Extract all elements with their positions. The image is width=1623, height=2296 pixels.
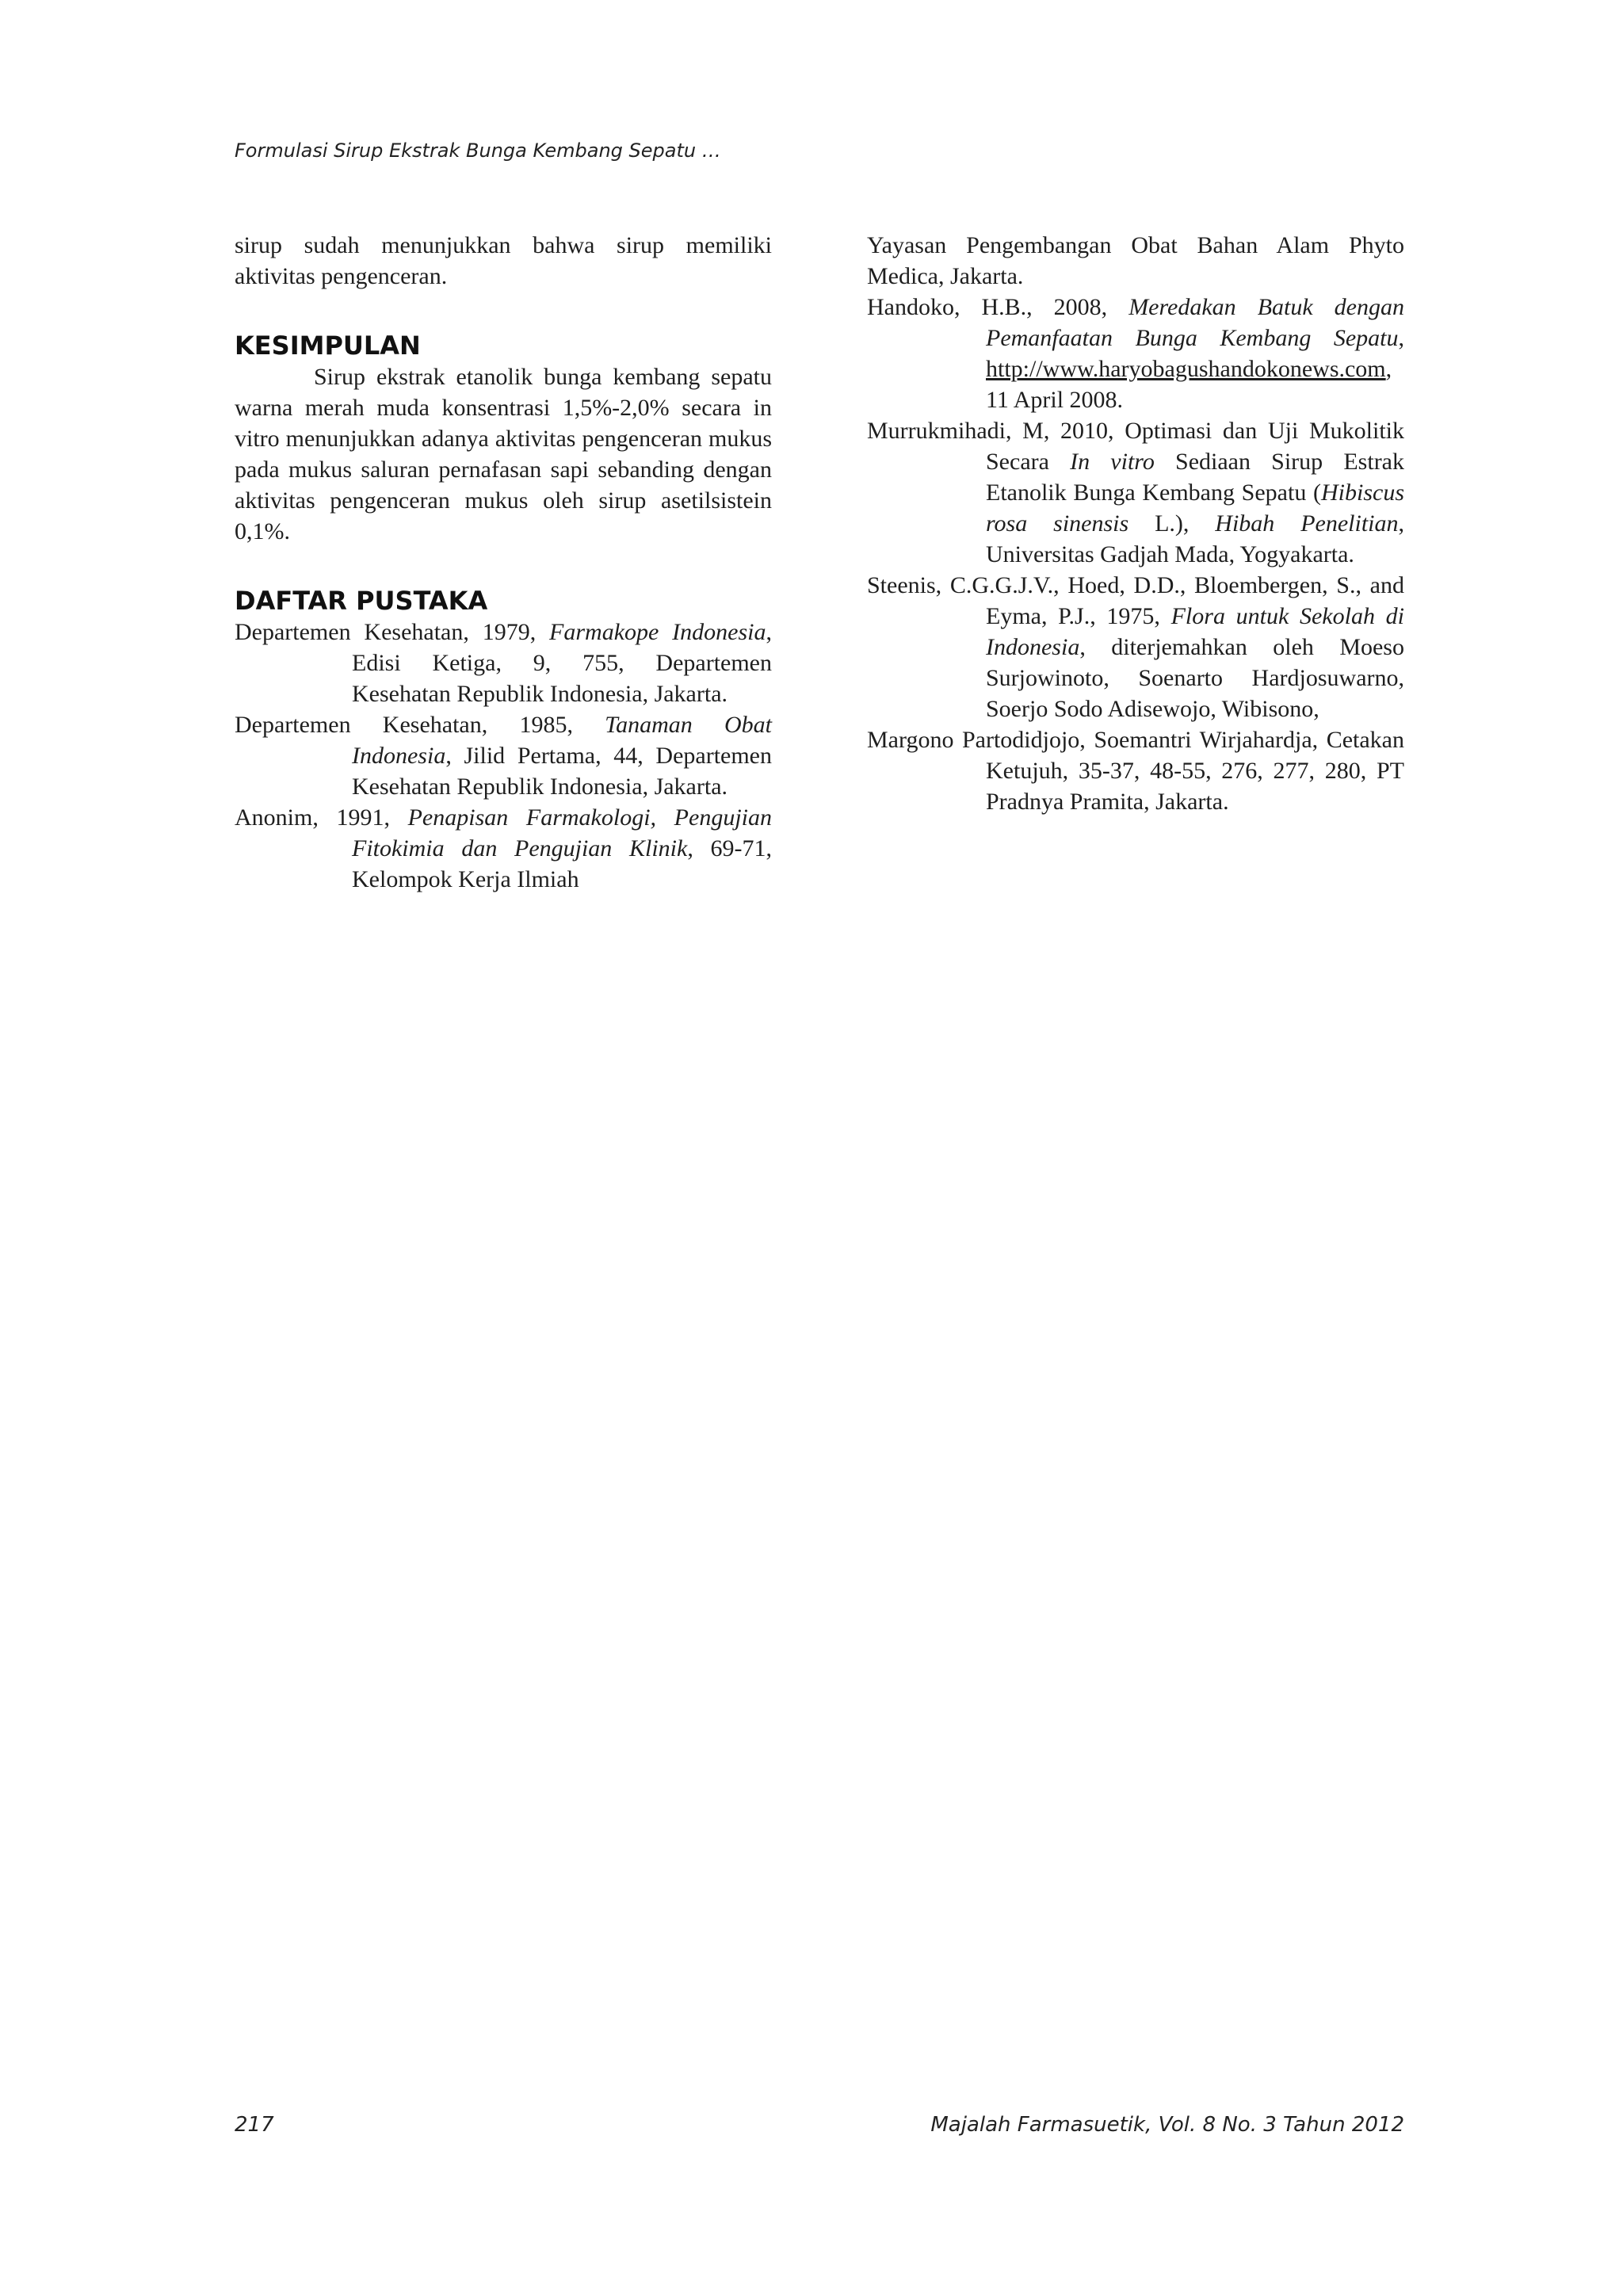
ref-text: Anonim, 1991, — [235, 804, 408, 831]
ref-text: , 11 April 2008. — [986, 356, 1392, 413]
daftar-pustaka-heading: DAFTAR PUSTAKA — [235, 586, 488, 616]
ref-title: Farmakope Indonesia — [549, 619, 766, 645]
journal-footer: Majalah Farmasuetik, Vol. 8 No. 3 Tahun 2012 — [930, 2113, 1404, 2137]
ref-title: Tanaman Obat Indonesia — [352, 712, 772, 769]
reference-item — [235, 709, 772, 802]
ref-text: , 69-71, Kelompok Kerja Ilmiah — [352, 835, 772, 892]
ref-text: , Universitas Gadjah Mada, Yogyakarta. — [986, 510, 1404, 567]
ref-text: , Edisi Ketiga, 9, 755, Departemen Kesehatan Republik Indonesia, Jakarta. — [352, 619, 772, 707]
ref-title: In vitro — [1070, 449, 1155, 475]
ref-text: , — [1398, 325, 1404, 351]
ref-url-link[interactable]: http://www.haryobagushandokonews.com — [986, 356, 1386, 382]
running-header-title: Formulasi Sirup Ekstrak Bunga Kembang Sepatu … — [235, 139, 721, 162]
ref-title: Hibiscus rosa sinensis — [986, 479, 1404, 537]
ref-title: Flora untuk Sekolah di Indonesia — [986, 603, 1404, 660]
ref-text: L.), — [1128, 510, 1216, 537]
page-number: 217 — [235, 2113, 274, 2137]
ref-text: Handoko, H.B., 2008, — [867, 294, 1129, 320]
ref-text: Sediaan Sirup Estrak Etanolik Bunga Kembang Sepatu ( — [986, 449, 1404, 506]
ref-text: Yayasan Pengembangan Obat Bahan Alam Phyto Medica, Jakarta. — [867, 232, 1404, 289]
ref-title: Penapisan Farmakologi, Pengujian Fitokimia dan Pengujian Klinik — [352, 804, 772, 861]
ref-title: Hibah Penelitian — [1215, 510, 1399, 537]
ref-text: , Jilid Pertama, 44, Departemen Kesehatan Republik Indonesia, Jakarta. — [352, 743, 772, 800]
reference-item — [867, 415, 1404, 570]
reference-item — [867, 570, 1404, 724]
kesimpulan-paragraph: Sirup ekstrak etanolik bunga kembang sepatu warna merah muda konsentrasi 1,5%-2,0% secara in vitro menunjukkan adanya aktivitas pengenceran mukus pada mukus saluran pernafasan sapi sebanding dengan aktivitas pengenceran mukus oleh sirup asetilsistein 0,1%. — [235, 364, 772, 544]
reference-item — [235, 802, 772, 895]
reference-item — [867, 292, 1404, 415]
left-column — [235, 230, 772, 895]
ref-text: Murrukmihadi, M, 2010, Optimasi dan Uji Mukolitik Secara — [867, 418, 1404, 475]
ref-text: Steenis, C.G.G.J.V., Hoed, D.D., Bloembergen, S., and Eyma, P.J., 1975, — [867, 572, 1404, 629]
reference-item — [235, 617, 772, 709]
right-column — [867, 230, 1404, 817]
ref-title: Meredakan Batuk dengan Pemanfaatan Bunga Kembang Sepatu — [986, 294, 1404, 351]
reference-item-continued — [867, 230, 1404, 292]
ref-text: , diterjemahkan oleh Moeso Surjowinoto, Soenarto Hardjosuwarno, Soerjo Sodo Adisewojo, Wibisono, — [986, 634, 1404, 722]
intro-paragraph: sirup sudah menunjukkan bahwa sirup memiliki aktivitas pengenceran. — [235, 232, 772, 289]
reference-item — [867, 724, 1404, 817]
kesimpulan-heading: KESIMPULAN — [235, 330, 421, 361]
ref-text: Departemen Kesehatan, 1979, — [235, 619, 550, 645]
ref-text: Margono Partodidjojo, Soemantri Wirjahardja, Cetakan Ketujuh, 35-37, 48-55, 276, 277, 280, PT Pradnya Pramita, Jakarta. — [867, 727, 1404, 815]
ref-text: Departemen Kesehatan, 1985, — [235, 712, 605, 738]
